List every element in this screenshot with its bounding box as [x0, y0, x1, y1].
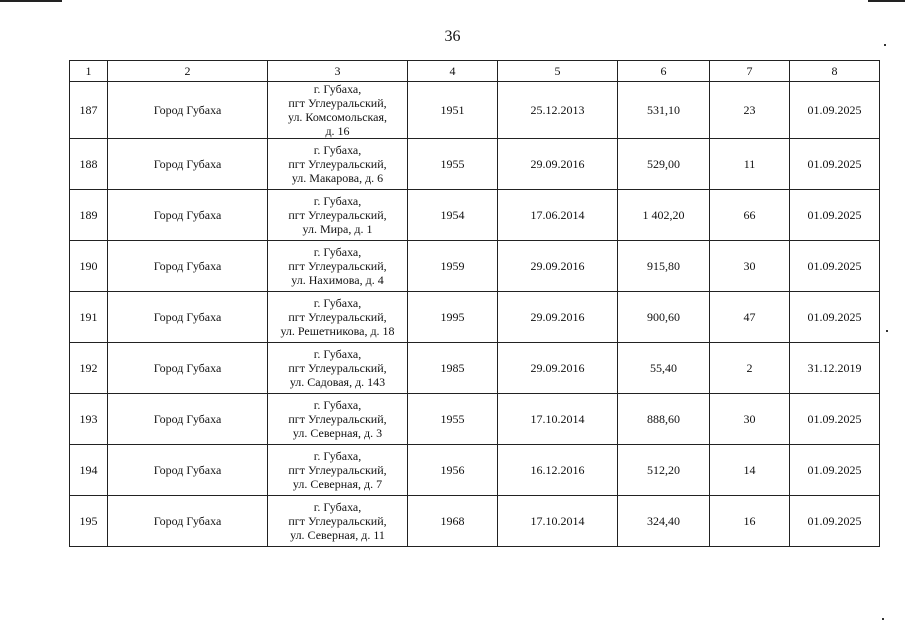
residents-count-cell: 30 [710, 394, 790, 445]
recognition-date-cell: 29.09.2016 [498, 292, 618, 343]
address-line: ул. Северная, д. 3 [292, 426, 383, 440]
recognition-date-cell: 29.09.2016 [498, 343, 618, 394]
registry-table [69, 60, 880, 547]
address-line: пгт Углеуральский, [288, 361, 387, 375]
table-row [70, 445, 880, 496]
address-line: пгт Углеуральский, [288, 96, 387, 110]
address-line: д. 16 [325, 124, 350, 138]
address-line: г. Губаха, [313, 296, 362, 310]
table-row [70, 394, 880, 445]
address-cell [268, 343, 408, 394]
column-number: 5 [498, 61, 618, 82]
table-row [70, 139, 880, 190]
municipality-cell: Город Губаха [108, 445, 268, 496]
address-line: г. Губаха, [313, 245, 362, 259]
column-number: 3 [268, 61, 408, 82]
area-cell: 324,40 [618, 496, 710, 547]
recognition-date-cell: 17.10.2014 [498, 394, 618, 445]
build-year-cell: 1995 [408, 292, 498, 343]
address-cell [268, 445, 408, 496]
row-number-cell: 193 [70, 394, 108, 445]
address-line: г. Губаха, [313, 82, 362, 96]
municipality-cell: Город Губаха [108, 496, 268, 547]
table-row [70, 343, 880, 394]
build-year-cell: 1968 [408, 496, 498, 547]
address-line: ул. Нахимова, д. 4 [291, 273, 384, 287]
address-line: пгт Углеуральский, [288, 259, 387, 273]
column-number: 2 [108, 61, 268, 82]
recognition-date-cell: 29.09.2016 [498, 241, 618, 292]
table-row [70, 241, 880, 292]
residents-count-cell: 47 [710, 292, 790, 343]
build-year-cell: 1955 [408, 394, 498, 445]
scan-speck [882, 618, 884, 620]
recognition-date-cell: 17.06.2014 [498, 190, 618, 241]
address-line: пгт Углеуральский, [288, 463, 387, 477]
address-line: ул. Макарова, д. 6 [291, 171, 384, 185]
build-year-cell: 1951 [408, 82, 498, 139]
address-line: пгт Углеуральский, [288, 208, 387, 222]
resettlement-deadline-cell: 01.09.2025 [790, 139, 880, 190]
table-row [70, 82, 880, 139]
address-line: пгт Углеуральский, [288, 310, 387, 324]
row-number-cell: 194 [70, 445, 108, 496]
address-line: ул. Мира, д. 1 [302, 222, 373, 236]
address-line: ул. Северная, д. 11 [290, 528, 385, 542]
resettlement-deadline-cell: 01.09.2025 [790, 394, 880, 445]
resettlement-deadline-cell: 01.09.2025 [790, 190, 880, 241]
build-year-cell: 1954 [408, 190, 498, 241]
municipality-cell: Город Губаха [108, 343, 268, 394]
address-line: г. Губаха, [313, 194, 362, 208]
residents-count-cell: 2 [710, 343, 790, 394]
address-cell [268, 496, 408, 547]
column-number: 7 [710, 61, 790, 82]
table-row [70, 292, 880, 343]
table-row [70, 496, 880, 547]
build-year-cell: 1956 [408, 445, 498, 496]
row-number-cell: 195 [70, 496, 108, 547]
row-number-cell: 187 [70, 82, 108, 139]
scan-speck [886, 330, 888, 332]
address-line: пгт Углеуральский, [288, 514, 387, 528]
municipality-cell: Город Губаха [108, 82, 268, 139]
build-year-cell: 1985 [408, 343, 498, 394]
address-line: ул. Садовая, д. 143 [289, 375, 386, 389]
address-cell [268, 190, 408, 241]
scan-speck [884, 44, 886, 46]
residents-count-cell: 23 [710, 82, 790, 139]
area-cell: 900,60 [618, 292, 710, 343]
recognition-date-cell: 25.12.2013 [498, 82, 618, 139]
municipality-cell: Город Губаха [108, 139, 268, 190]
area-cell: 915,80 [618, 241, 710, 292]
row-number-cell: 189 [70, 190, 108, 241]
area-cell: 888,60 [618, 394, 710, 445]
recognition-date-cell: 17.10.2014 [498, 496, 618, 547]
address-cell [268, 139, 408, 190]
scan-edge-line-right [868, 0, 905, 2]
resettlement-deadline-cell: 01.09.2025 [790, 496, 880, 547]
column-number: 4 [408, 61, 498, 82]
municipality-cell: Город Губаха [108, 190, 268, 241]
recognition-date-cell: 16.12.2016 [498, 445, 618, 496]
address-line: пгт Углеуральский, [288, 157, 387, 171]
row-number-cell: 192 [70, 343, 108, 394]
row-number-cell: 188 [70, 139, 108, 190]
residents-count-cell: 11 [710, 139, 790, 190]
area-cell: 529,00 [618, 139, 710, 190]
column-number: 8 [790, 61, 880, 82]
residents-count-cell: 16 [710, 496, 790, 547]
resettlement-deadline-cell: 01.09.2025 [790, 82, 880, 139]
address-line: г. Губаха, [313, 143, 362, 157]
row-number-cell: 190 [70, 241, 108, 292]
resettlement-deadline-cell: 01.09.2025 [790, 445, 880, 496]
municipality-cell: Город Губаха [108, 241, 268, 292]
address-cell [268, 82, 408, 139]
row-number-cell: 191 [70, 292, 108, 343]
table-row [70, 190, 880, 241]
address-line: ул. Решетникова, д. 18 [280, 324, 395, 338]
column-number: 1 [70, 61, 108, 82]
resettlement-deadline-cell: 01.09.2025 [790, 292, 880, 343]
area-cell: 1 402,20 [618, 190, 710, 241]
address-line: ул. Комсомольская, [287, 110, 388, 124]
resettlement-deadline-cell: 31.12.2019 [790, 343, 880, 394]
residents-count-cell: 66 [710, 190, 790, 241]
address-line: г. Губаха, [313, 398, 362, 412]
build-year-cell: 1955 [408, 139, 498, 190]
municipality-cell: Город Губаха [108, 292, 268, 343]
address-cell [268, 292, 408, 343]
scan-edge-line-left [0, 0, 62, 2]
address-line: пгт Углеуральский, [288, 412, 387, 426]
address-line: ул. Северная, д. 7 [292, 477, 383, 491]
table-body [70, 61, 880, 547]
municipality-cell: Город Губаха [108, 394, 268, 445]
area-cell: 531,10 [618, 82, 710, 139]
address-line: г. Губаха, [313, 347, 362, 361]
residents-count-cell: 14 [710, 445, 790, 496]
address-line: г. Губаха, [313, 500, 362, 514]
residents-count-cell: 30 [710, 241, 790, 292]
area-cell: 512,20 [618, 445, 710, 496]
build-year-cell: 1959 [408, 241, 498, 292]
area-cell: 55,40 [618, 343, 710, 394]
address-cell [268, 241, 408, 292]
resettlement-deadline-cell: 01.09.2025 [790, 241, 880, 292]
column-number: 6 [618, 61, 710, 82]
address-cell [268, 394, 408, 445]
page-number: 36 [444, 28, 461, 45]
recognition-date-cell: 29.09.2016 [498, 139, 618, 190]
address-line: г. Губаха, [313, 449, 362, 463]
column-number-row [70, 61, 880, 82]
